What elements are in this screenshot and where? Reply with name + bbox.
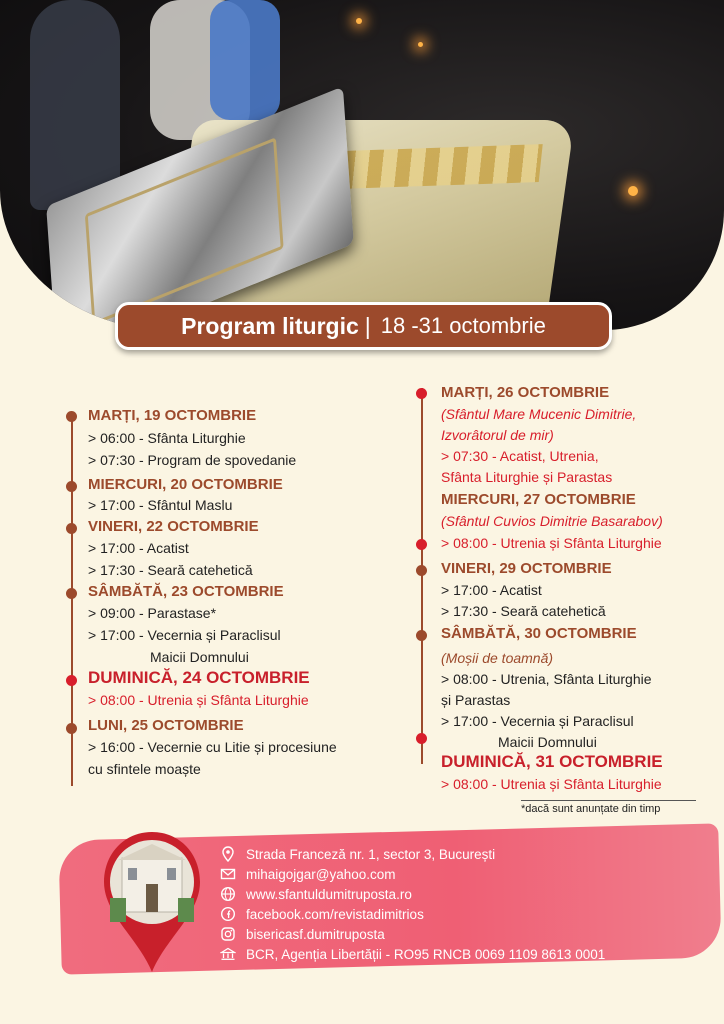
instagram-icon — [220, 926, 236, 942]
feast-note: (Sfântul Cuvios Dimitrie Basarabov) — [441, 513, 663, 529]
photo-candle — [628, 186, 638, 196]
schedule-item: > 16:00 - Vecernie cu Litie și procesiune — [88, 739, 337, 755]
contact-email — [220, 866, 396, 882]
schedule-item: > 17:00 - Acatist — [88, 540, 189, 556]
timeline-line — [421, 388, 423, 764]
contact-instagram — [220, 926, 385, 942]
schedule-item: > 07:30 - Program de spovedanie — [88, 452, 297, 468]
page-title: Program liturgic — [181, 312, 359, 339]
contact-bank — [220, 946, 605, 962]
website-link[interactable]: www.sfantuldumitruposta.ro — [246, 886, 412, 902]
day-heading: VINERI, 29 OCTOMBRIE — [441, 560, 612, 577]
day-heading: MIERCURI, 20 OCTOMBRIE — [88, 476, 283, 493]
schedule-item: > 17:00 - Sfântul Maslu — [88, 497, 233, 513]
location-pin-photo — [98, 828, 206, 976]
globe-icon — [220, 886, 236, 902]
timeline-dot — [416, 388, 427, 399]
bank-account: BCR, Agenția Libertății - RO95 RNCB 0069 1109 8613 0001 — [246, 946, 606, 962]
envelope-icon — [220, 866, 236, 882]
day-heading: LUNI, 25 OCTOMBRIE — [88, 717, 244, 734]
day-heading: VINERI, 22 OCTOMBRIE — [88, 518, 259, 535]
schedule-item: > 17:30 - Seară catehetică — [88, 562, 253, 578]
feast-note: (Moșii de toamnă) — [441, 650, 554, 666]
contact-address — [220, 846, 495, 862]
title-banner — [115, 302, 612, 350]
day-heading: MARȚI, 19 OCTOMBRIE — [88, 407, 257, 424]
schedule-item: > 17:30 - Seară catehetică — [441, 603, 606, 619]
schedule-item: > 06:00 - Sfânta Liturghie — [88, 430, 246, 446]
schedule-item: > 08:00 - Utrenia și Sfânta Liturghie — [441, 776, 662, 792]
timeline-dot — [66, 411, 77, 422]
contact-website — [220, 886, 412, 902]
photo-person — [30, 0, 120, 210]
timeline-dot — [416, 630, 427, 641]
bank-transfer-icon — [220, 946, 236, 962]
photo-candle — [418, 42, 423, 47]
day-heading-sunday: DUMINICĂ, 31 OCTOMBRIE — [441, 752, 663, 771]
day-heading: SÂMBĂTĂ, 30 OCTOMBRIE — [441, 625, 637, 642]
day-heading: MIERCURI, 27 OCTOMBRIE — [441, 491, 636, 508]
timeline-dot — [66, 675, 77, 686]
schedule-item: și Parastas — [441, 692, 511, 708]
day-heading: MARȚI, 26 OCTOMBRIE — [441, 384, 610, 401]
timeline-dot — [66, 588, 77, 599]
timeline-dot — [416, 733, 427, 744]
schedule-item: > 08:00 - Utrenia, Sfânta Liturghie — [441, 671, 652, 687]
feast-note: Izvorâtorul de mir) — [441, 427, 554, 443]
schedule-item: Sfânta Liturghie și Parastas — [441, 469, 613, 485]
footnote: *dacă sunt anunțate din timp — [521, 803, 661, 815]
instagram-link[interactable]: bisericasf.dumitruposta — [246, 926, 385, 942]
timeline-dot — [66, 523, 77, 534]
schedule-item: > 09:00 - Parastase* — [88, 605, 217, 621]
timeline-dot — [416, 565, 427, 576]
timeline-dot — [66, 723, 77, 734]
title-separator: | — [364, 312, 371, 339]
schedule-item: > 08:00 - Utrenia și Sfânta Liturghie — [88, 692, 309, 708]
facebook-link[interactable]: facebook.com/revistadimitrios — [246, 906, 424, 922]
day-heading-sunday: DUMINICĂ, 24 OCTOMBRIE — [88, 668, 310, 687]
schedule-item: > 17:00 - Vecernia și Paraclisul — [88, 627, 281, 643]
schedule-item: cu sfintele moaște — [88, 761, 201, 777]
date-range: 18 -31 octombrie — [380, 313, 546, 338]
timeline-dot — [66, 481, 77, 492]
facebook-icon — [220, 906, 236, 922]
timeline-dot — [416, 539, 427, 550]
feast-note: (Sfântul Mare Mucenic Dimitrie, — [441, 406, 637, 422]
email-link[interactable]: mihaigojgar@yahoo.com — [246, 866, 396, 882]
map-marker-icon — [220, 846, 236, 862]
schedule-item: > 17:00 - Acatist — [441, 582, 542, 598]
header-photo — [0, 0, 724, 330]
photo-candle — [356, 18, 362, 24]
schedule-item: > 17:00 - Vecernia și Paraclisul — [441, 713, 634, 729]
photo-person — [210, 0, 280, 120]
contact-facebook — [220, 906, 424, 922]
schedule-item: > 07:30 - Acatist, Utrenia, — [441, 448, 599, 464]
address-text: Strada Franceză nr. 1, sector 3, București — [246, 846, 496, 862]
schedule-item: Maicii Domnului — [150, 649, 249, 665]
schedule-item: Maicii Domnului — [498, 734, 597, 750]
day-heading: SÂMBĂTĂ, 23 OCTOMBRIE — [88, 583, 284, 600]
footnote-divider — [521, 800, 696, 801]
schedule-item: > 08:00 - Utrenia și Sfânta Liturghie — [441, 535, 662, 551]
